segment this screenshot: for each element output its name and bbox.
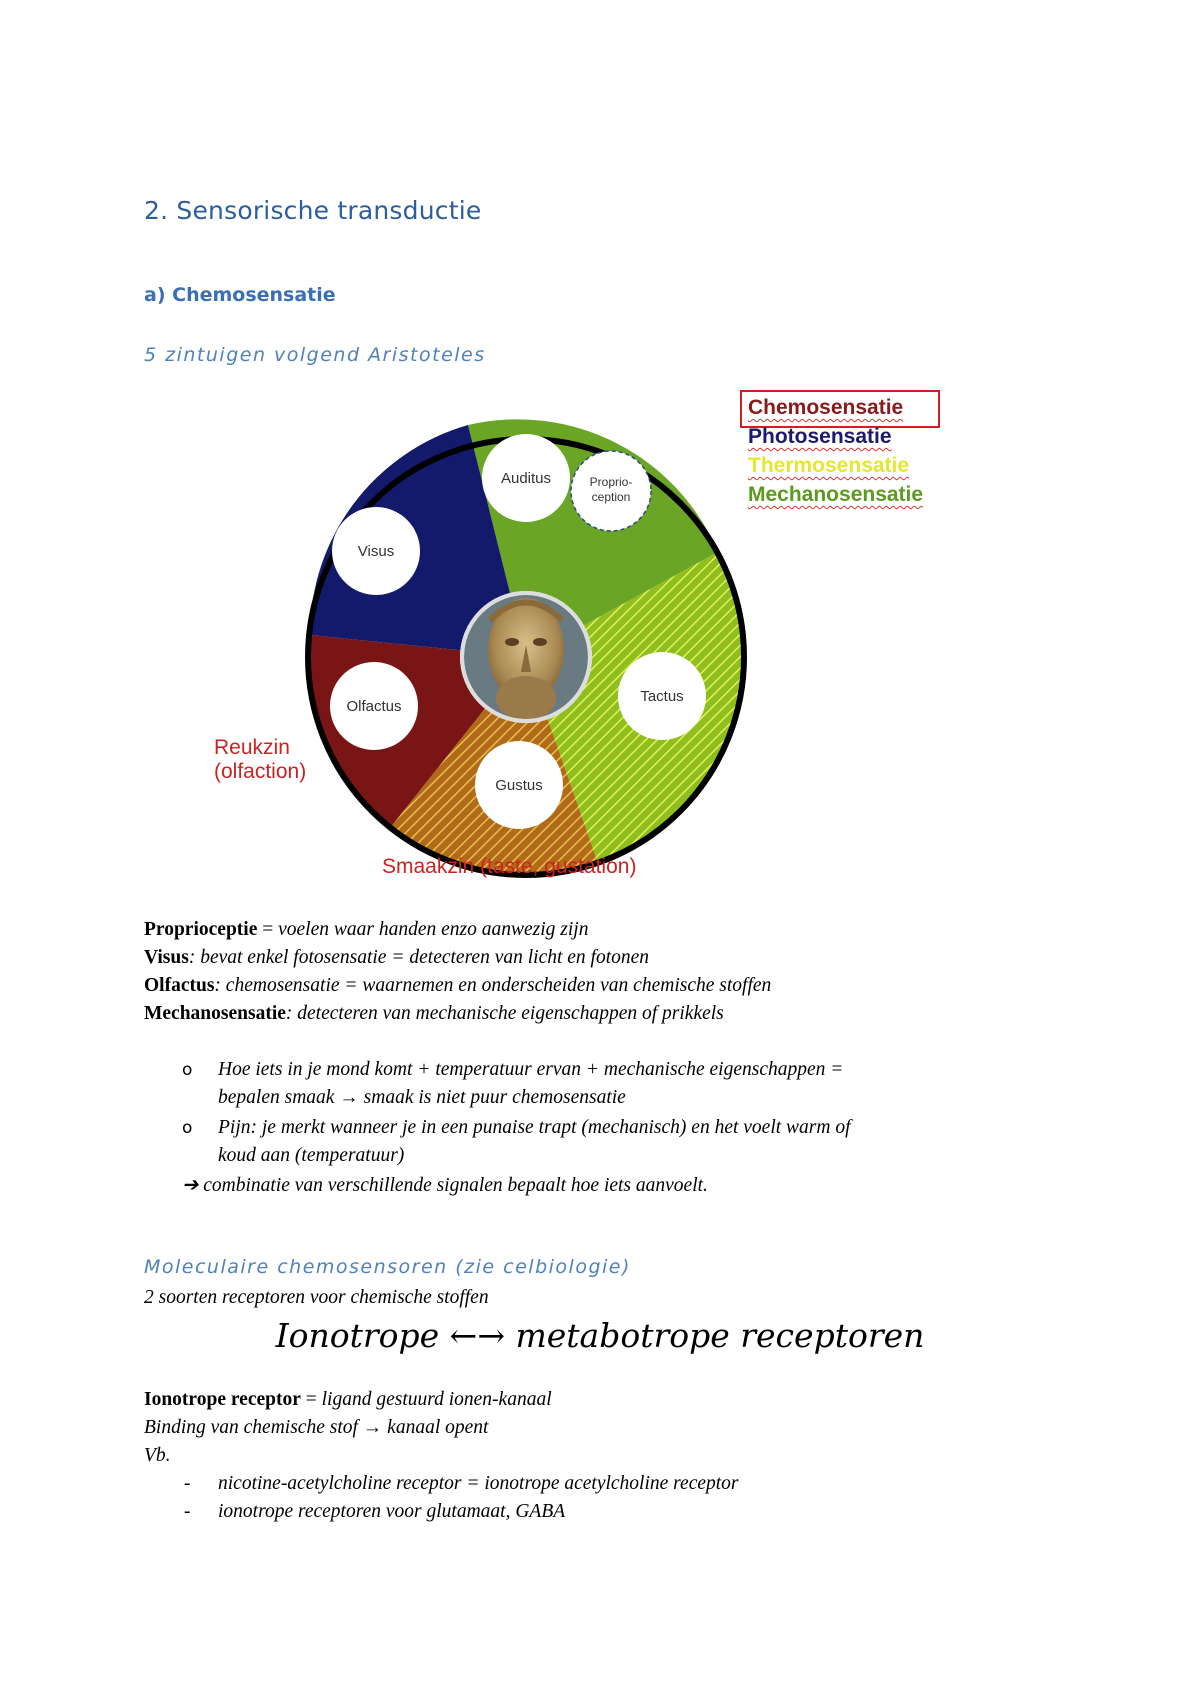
sense-proprioception bbox=[571, 451, 651, 531]
vb-line: Vb. bbox=[144, 1445, 171, 1466]
bullet-2-line-2: koud aan (temperatuur) bbox=[218, 1145, 405, 1166]
svg-text:Auditus: Auditus bbox=[500, 470, 552, 487]
dash-marker: - bbox=[184, 1501, 191, 1522]
conclusion-line: ➔ combinatie van verschillende signalen bepaalt hoe iets aanvoelt. bbox=[182, 1175, 708, 1196]
definition-olfactus: Olfactus: chemosensatie = waarnemen en onderscheiden van chemische stoffen bbox=[144, 975, 772, 996]
example-1: nicotine-acetylcholine receptor = ionotrope acetylcholine receptor bbox=[218, 1473, 739, 1494]
label-reukzin: Reukzin bbox=[214, 736, 290, 759]
svg-text:Proprio-: Proprio- bbox=[589, 475, 633, 489]
sense-tactus bbox=[618, 652, 706, 740]
definition-mechanosensatie: Mechanosensatie: detecteren van mechanische eigenschappen of prikkels bbox=[144, 1003, 724, 1024]
section-heading: a) Chemosensatie bbox=[144, 284, 336, 306]
legend-mechanosensatie: Mechanosensatie bbox=[748, 483, 924, 506]
bullet-1-line-2: bepalen smaak → smaak is niet puur chemosensatie bbox=[218, 1087, 626, 1108]
label-olfaction: (olfaction) bbox=[214, 760, 307, 783]
label-smaakzin: Smaakzin bbox=[382, 855, 475, 878]
dash-marker: - bbox=[184, 1473, 191, 1494]
definition-ionotrope: Ionotrope receptor = ligand gestuurd ionen-kanaal bbox=[144, 1389, 552, 1410]
legend-chemosensatie: Chemosensatie bbox=[748, 396, 904, 419]
binding-line: Binding van chemische stof → kanaal opent bbox=[144, 1417, 489, 1438]
legend-thermosensatie: Thermosensatie bbox=[748, 454, 910, 477]
svg-text:Gustus: Gustus bbox=[495, 777, 543, 794]
example-2: ionotrope receptoren voor glutamaat, GABA bbox=[218, 1501, 566, 1522]
definition-proprioceptie: Proprioceptie = voelen waar handen enzo aanwezig zijn bbox=[144, 919, 589, 940]
svg-text:Visus: Visus bbox=[357, 543, 395, 560]
label-smaakzin-line bbox=[382, 855, 636, 879]
label-taste-gustation: (taste, gustation) bbox=[474, 855, 637, 878]
svg-text:ception: ception bbox=[591, 490, 631, 504]
subsection-subtitle: 2 soorten receptoren voor chemische stoffen bbox=[144, 1287, 489, 1308]
svg-text:Tactus: Tactus bbox=[640, 688, 684, 705]
svg-text:Olfactus: Olfactus bbox=[346, 698, 402, 715]
bullet-1-line-1: Hoe iets in je mond komt + temperatuur ervan + mechanische eigenschappen = bbox=[218, 1059, 844, 1080]
sense-visus bbox=[332, 507, 420, 595]
bullet-marker: o bbox=[182, 1118, 193, 1138]
sense-olfactus bbox=[330, 662, 418, 750]
ionotrope-vs-metabotrope: Ionotrope ←→ metabotrope receptoren bbox=[275, 1316, 925, 1355]
bullet-2-line-1: Pijn: je merkt wanneer je in een punaise trapt (mechanisch) en het voelt warm of bbox=[218, 1117, 851, 1138]
sense-auditus bbox=[482, 434, 570, 522]
subsection-title-moleculaire: Moleculaire chemosensoren (zie celbiologie) bbox=[144, 1256, 631, 1278]
sense-gustus bbox=[475, 741, 563, 829]
bullet-marker: o bbox=[182, 1060, 193, 1080]
definition-visus: Visus: bevat enkel fotosensatie = detecteren van licht en fotonen bbox=[144, 947, 650, 968]
legend-photosensatie: Photosensatie bbox=[748, 425, 892, 448]
subsection-title-aristoteles: 5 zintuigen volgend Aristoteles bbox=[144, 344, 486, 366]
page-title: 2. Sensorische transductie bbox=[144, 196, 482, 225]
